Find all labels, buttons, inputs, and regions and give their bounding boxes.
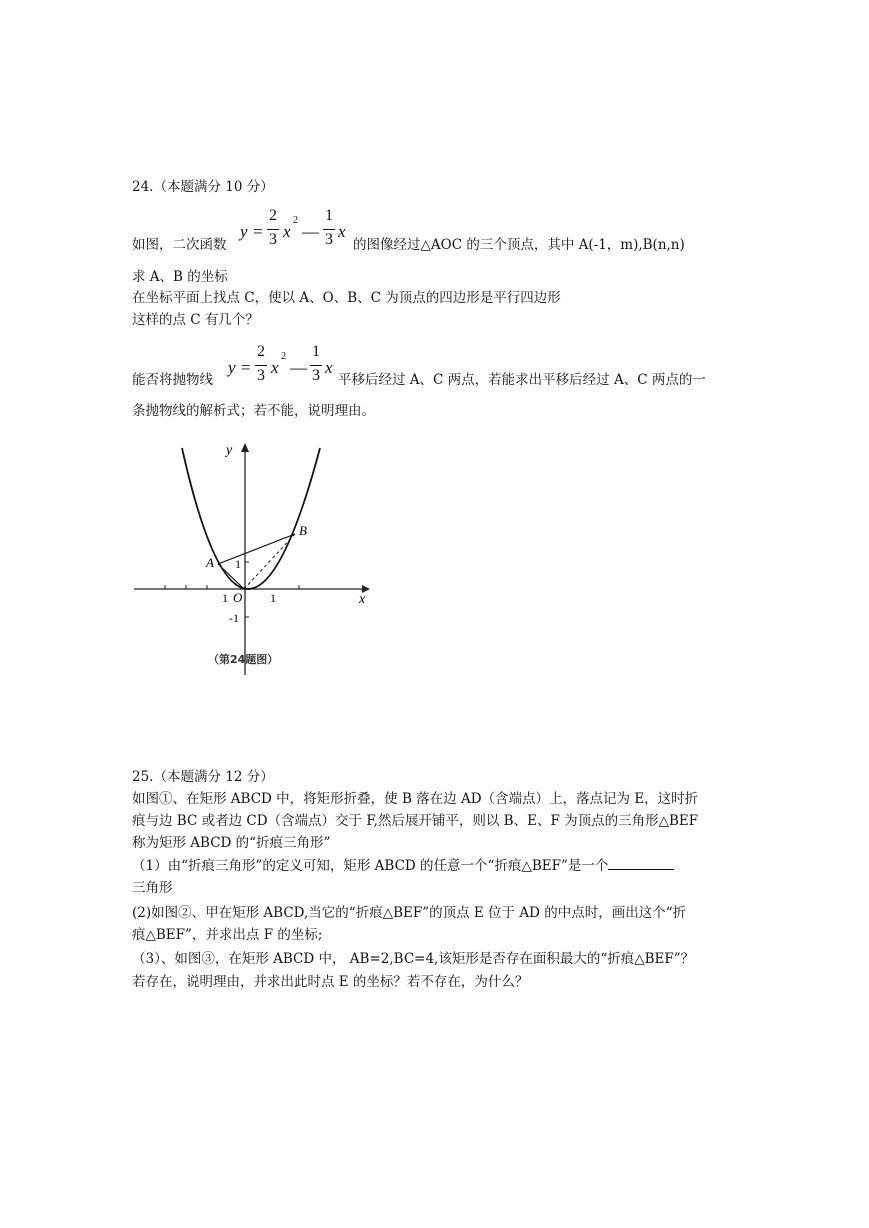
formula-num2: 1 (325, 207, 333, 224)
q24-line6: 条抛物线的解析式；若不能，说明理由。 (132, 403, 375, 419)
formula-den1: 3 (257, 367, 265, 384)
axis-x-label: x (359, 592, 366, 607)
q24-intro-suffix: 的图像经过△AOC 的三个顶点，其中 A(-1，m),B(n,n) (353, 237, 685, 253)
origin-label: O (233, 590, 243, 605)
q25-p4: （1）由“折痕三角形”的定义可知，矩形 ABCD 的任意一个“折痕△BEF”是一个 (132, 858, 609, 874)
fraction-bar (310, 365, 322, 366)
formula-minus: — (302, 222, 319, 241)
q25-p8: （3）、如图③，在矩形 ABCD 中， AB=2,BC=4,该矩形是否存在面积最大的“折痕△BEF”？ (132, 951, 695, 967)
point-B-label: B (299, 523, 307, 538)
q24-line5-suffix: 平移后经过 A、C 两点，若能求出平移后经过 A、C 两点的一 (338, 372, 706, 388)
formula-num1: 2 (257, 343, 265, 360)
axis-y-label: y (226, 443, 233, 458)
tick-label-y1: 1 (235, 557, 241, 571)
formula-x: x (283, 222, 291, 241)
answer-blank[interactable] (608, 857, 674, 870)
formula-x2: x (325, 358, 333, 377)
q24-line3: 在坐标平面上找点 C，使以 A、O、B、C 为顶点的四边形是平行四边形 (132, 290, 561, 306)
tick-label-neg-x: 1 (222, 591, 228, 605)
formula-minus: — (290, 358, 307, 377)
q25-p9: 若存在，说明理由，并求出此时点 E 的坐标？若不存在，为什么？ (132, 974, 529, 990)
segment-OB (244, 534, 295, 589)
formula-eq: = (241, 358, 251, 377)
parabola-figure (132, 440, 372, 680)
formula-eq: = (253, 222, 263, 241)
figure-caption: （第24题图） (208, 653, 279, 666)
formula-num1: 2 (269, 207, 277, 224)
formula-den2: 3 (325, 231, 333, 248)
fraction-bar (323, 229, 335, 230)
parabola-curve (182, 448, 320, 589)
point-A-label: A (206, 555, 214, 570)
q25-p7: 痕△BEF”，并求出点 F 的坐标; (132, 927, 323, 943)
q25-p5: 三角形 (132, 880, 173, 896)
formula-den2: 3 (312, 367, 320, 384)
formula-x: x (271, 358, 279, 377)
q25-p1: 如图①、在矩形 ABCD 中，将矩形折叠，使 B 落在边 AD（含端点）上，落点记为 E，这时折 (132, 791, 699, 807)
q25-p4-row (132, 857, 674, 875)
formula-x2: x (338, 222, 346, 241)
q24-intro-prefix: 如图，二次函数 (132, 237, 227, 253)
q24-header: 24.（本题满分 10 分） (132, 179, 274, 195)
q25-header: 25.（本题满分 12 分） (132, 769, 274, 785)
q24-line4: 这样的点 C 有几个？ (132, 312, 259, 328)
tick-label-neg-y: -1 (229, 611, 239, 625)
formula-num2: 1 (312, 343, 320, 360)
fraction-bar (267, 229, 279, 230)
q25-p3: 称为矩形 ABCD 的“折痕三角形” (132, 835, 331, 851)
fraction-bar (255, 365, 267, 366)
tick-label-x1: 1 (270, 591, 276, 605)
formula-y: y (228, 358, 236, 377)
q24-line2: 求 A、B 的坐标 (132, 269, 228, 285)
y-axis-arrow-icon (241, 443, 249, 452)
segment-AB (218, 534, 295, 564)
q24-line5-prefix: 能否将抛物线 (132, 372, 213, 388)
formula-sq: 2 (293, 215, 298, 226)
formula-den1: 3 (269, 231, 277, 248)
formula-sq: 2 (281, 351, 286, 362)
q25-p6: (2)如图②、甲在矩形 ABCD,当它的“折痕△BEF”的顶点 E 位于 AD 的中点时，画出这个“折 (132, 905, 687, 921)
q25-p2: 痕与边 BC 或者边 CD（含端点）交于 F,然后展开铺平，则以 B、E、F 为顶点的三角形△BEF (132, 813, 699, 829)
formula-y: y (240, 222, 248, 241)
